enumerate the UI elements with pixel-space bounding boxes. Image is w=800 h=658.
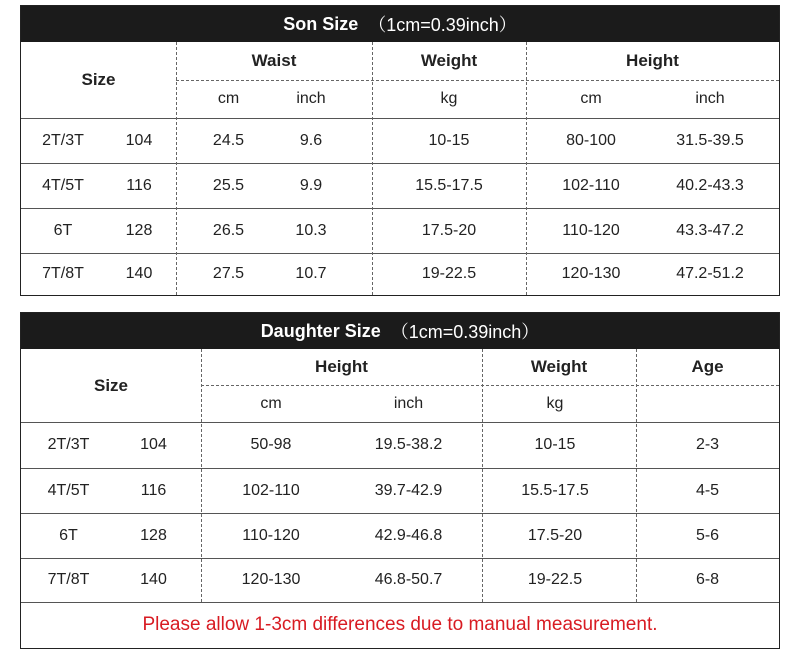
son-row-size: 2T/3T: [42, 131, 84, 149]
son-grid-line: [21, 163, 779, 164]
daughter-grid-line: [21, 602, 779, 603]
daughter-header-size: Size: [93, 375, 129, 395]
daughter-size-title-bar: [21, 313, 779, 349]
son-row-weight: 10-15: [428, 131, 470, 149]
son-row-number: 140: [125, 265, 153, 282]
daughter-row-weight: 17.5-20: [527, 526, 583, 544]
son-subheader-waist-cm: cm: [217, 90, 240, 107]
son-row-height-cm: 80-100: [566, 131, 616, 149]
son-row-height-inch: 40.2-43.3: [676, 176, 744, 194]
daughter-row-number: 104: [140, 436, 167, 453]
daughter-row-height-cm: 110-120: [242, 526, 300, 544]
daughter-row-height-cm: 102-110: [242, 481, 300, 499]
daughter-row-number: 140: [140, 571, 167, 588]
son-grid-line: [176, 80, 779, 81]
son-row-waist-cm: 26.5: [212, 221, 245, 239]
daughter-grid-line: [21, 422, 779, 423]
son-grid-line: [21, 253, 779, 254]
son-row-size: 6T: [53, 221, 73, 239]
daughter-subheader-height-inch: inch: [393, 394, 424, 412]
daughter-row-age: 4-5: [695, 481, 720, 499]
daughter-row-height-cm: 120-130: [241, 571, 301, 588]
son-row-height-cm: 110-120: [562, 221, 620, 239]
daughter-row-number: 128: [140, 526, 167, 544]
daughter-header-height: Height: [315, 357, 368, 376]
daughter-row-height-inch: 46.8-50.7: [374, 571, 443, 588]
daughter-subheader-weight-kg: kg: [546, 394, 564, 412]
son-subheader-weight-kg: kg: [440, 90, 458, 107]
son-grid-line: [21, 208, 779, 209]
daughter-grid-line: [636, 349, 637, 602]
daughter-grid-line: [201, 349, 202, 602]
son-header-size: Size: [81, 70, 116, 89]
daughter-row-height-inch: 42.9-46.8: [374, 526, 443, 544]
son-header-waist: Waist: [251, 51, 297, 70]
son-row-weight: 15.5-17.5: [415, 176, 483, 194]
son-subheader-height-inch: inch: [695, 90, 725, 107]
son-grid-line: [372, 42, 373, 295]
daughter-row-weight: 10-15: [534, 436, 576, 453]
son-row-number: 128: [125, 221, 153, 239]
daughter-grid-line: [201, 385, 779, 386]
son-grid-line: [176, 42, 177, 295]
daughter-subheader-height-cm: cm: [260, 394, 282, 412]
son-row-waist-inch: 10.3: [295, 221, 327, 239]
son-row-height-cm: 120-130: [561, 265, 621, 282]
daughter-size-title: Daughter Size: [260, 320, 381, 341]
daughter-grid-line: [21, 513, 779, 514]
daughter-row-size: 2T/3T: [47, 436, 90, 453]
daughter-size-table: [20, 312, 780, 649]
son-row-height-inch: 47.2-51.2: [676, 265, 744, 282]
son-size-table: [20, 5, 780, 296]
son-header-weight: Weight: [420, 51, 478, 70]
son-header-height: Height: [626, 51, 679, 70]
daughter-grid-line: [21, 558, 779, 559]
daughter-header-age: Age: [691, 357, 724, 376]
daughter-row-size: 6T: [59, 526, 78, 544]
daughter-row-size: 7T/8T: [47, 571, 90, 588]
daughter-row-size: 4T/5T: [47, 481, 90, 499]
son-row-waist-inch: 10.7: [295, 265, 327, 282]
son-size-title-bar: [21, 6, 779, 42]
son-row-height-inch: 43.3-47.2: [676, 221, 744, 239]
son-subheader-waist-inch: inch: [296, 90, 326, 107]
son-subheader-height-cm: cm: [580, 90, 602, 107]
son-row-number: 116: [126, 176, 152, 194]
daughter-grid-line: [482, 349, 483, 602]
daughter-row-number: 116: [140, 481, 167, 499]
son-size-title: Son Size: [283, 13, 359, 34]
daughter-row-age: 5-6: [695, 526, 720, 544]
son-row-waist-inch: 9.6: [299, 131, 323, 149]
daughter-row-height-inch: 39.7-42.9: [374, 481, 443, 499]
son-row-waist-inch: 9.9: [299, 176, 323, 194]
son-row-size: 4T/5T: [42, 176, 84, 194]
son-row-number: 104: [125, 131, 153, 149]
daughter-header-weight: Weight: [530, 357, 588, 376]
son-row-height-cm: 102-110: [562, 176, 620, 194]
son-row-waist-cm: 27.5: [212, 265, 245, 282]
daughter-row-age: 2-3: [695, 436, 720, 453]
son-row-weight: 17.5-20: [421, 221, 477, 239]
daughter-row-height-cm: 50-98: [250, 436, 292, 453]
daughter-row-height-inch: 19.5-38.2: [374, 436, 443, 453]
measurement-disclaimer: Please allow 1-3cm differences due to manual measurement.: [142, 614, 658, 635]
son-row-waist-cm: 25.5: [212, 176, 245, 194]
daughter-unit-note: （1cm=0.39inch）: [390, 322, 540, 342]
son-grid-line: [21, 118, 779, 119]
son-row-size: 7T/8T: [42, 265, 84, 282]
daughter-grid-line: [21, 468, 779, 469]
daughter-row-age: 6-8: [695, 571, 720, 588]
son-row-height-inch: 31.5-39.5: [676, 131, 744, 149]
son-unit-note: （1cm=0.39inch）: [368, 15, 517, 35]
daughter-row-weight: 19-22.5: [527, 571, 583, 588]
daughter-row-weight: 15.5-17.5: [521, 481, 589, 499]
son-row-waist-cm: 24.5: [212, 131, 245, 149]
son-row-weight: 19-22.5: [421, 265, 477, 282]
son-grid-line: [526, 42, 527, 295]
